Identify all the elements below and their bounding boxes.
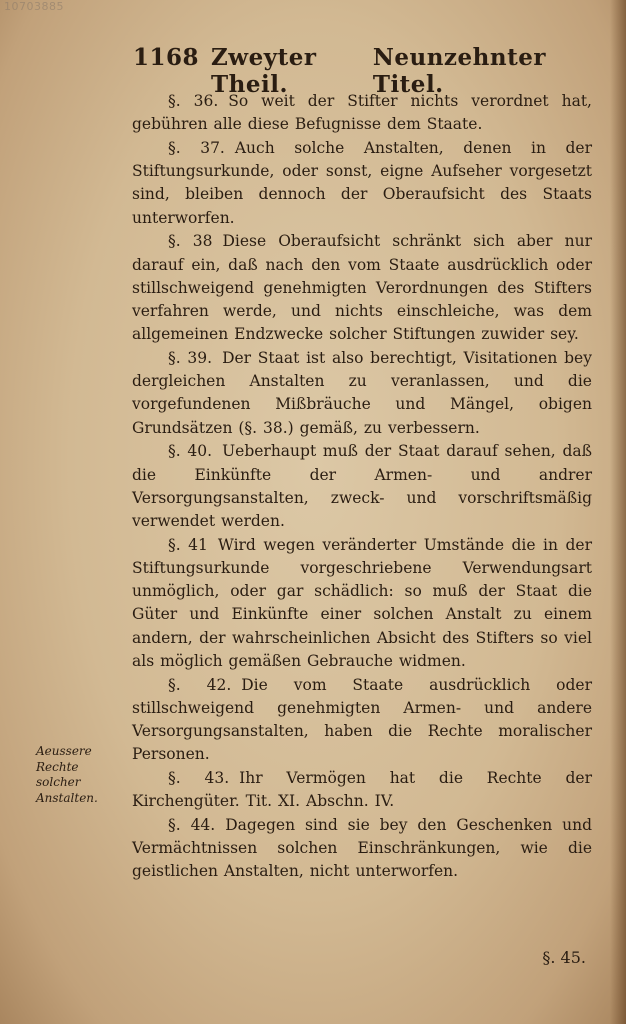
section-number: §. 41: [168, 535, 208, 554]
section-number: §. 38: [168, 232, 213, 251]
section-number: §. 36.: [168, 92, 219, 110]
section-title: Neunzehnter Titel.: [372, 44, 546, 98]
paragraph-37: [132, 137, 592, 230]
paragraph-36: [132, 90, 592, 136]
paragraph-text: Ueberhaupt muß der Staat darauf sehen, daß die Einkünfte der Armen- und andrer Versorgungsanstalten, zweck- und vorschriftsmäßig verwendet werden.: [132, 442, 592, 531]
paragraph-40: [132, 440, 592, 533]
section-number: §. 44.: [168, 816, 216, 835]
paragraph-42: [132, 674, 592, 767]
paragraph-text: Die vom Staate ausdrücklich oder stillschweigend genehmigten Armen- und andere Versorgungsanstalten, haben die Rechte moralischer Personen.: [132, 675, 592, 764]
section-number: §. 43.: [168, 769, 230, 788]
part-title: Zweyter Theil.: [211, 44, 317, 98]
paragraph-text: Auch solche Anstalten, denen in der Stiftungsurkunde, oder sonst, eigne Aufseher vorgesetzt sind, bleiben dennoch der Oberaufsicht des Staats unterworfen.: [132, 139, 592, 227]
section-number: §. 39.: [168, 349, 213, 368]
margin-note: Aeussere Rechte solcher Anstalten.: [36, 744, 98, 805]
body-text: [132, 90, 592, 884]
page-number: 1168: [133, 44, 200, 71]
scan-id: 10703885: [4, 0, 64, 13]
paragraph-41: [132, 534, 592, 673]
paragraph-text: Ihr Vermögen hat die Rechte der Kirchengüter. Tit. XI. Abschn. IV.: [132, 769, 592, 811]
paragraph-39: [132, 347, 592, 440]
section-number: §. 37.: [168, 139, 225, 157]
paragraph-44: [132, 814, 592, 884]
paragraph-text: So weit der Stifter nichts verordnet hat, gebühren alle diese Befugnisse dem Staate.: [132, 92, 592, 134]
paragraph-text: Diese Oberaufsicht schränkt sich aber nur darauf ein, daß nach den vom Staate ausdrücklich oder stillschweigend genehmigten Verordnungen des Stifters verfahren werde, und nichts einschleiche, was dem allgemeinen Endzwecke solcher Stiftungen zuwider sey.: [132, 232, 592, 344]
paragraph-text: Wird wegen veränderter Umstände die in der Stiftungsurkunde vorgeschriebene Verwendungsart unmöglich, oder gar schädlich: so muß der Staat die Güter und Einkünfte einer solchen Anstalt zu einem andern, der wahrscheinlichen Absicht des Stifters so viel als möglich gemäßen Gebrauche widmen.: [132, 535, 592, 670]
section-number: §. 40.: [168, 442, 213, 461]
paragraph-text: Der Staat ist also berechtigt, Visitationen bey dergleichen Anstalten zu veranlassen, und die vorgefundenen Mißbräuche und Mängel, obigen Grundsätzen (§. 38.) gemäß, zu verbessern.: [132, 349, 592, 437]
catchword: §. 45.: [542, 948, 586, 967]
paragraph-43: [132, 767, 592, 813]
paragraph-38: [132, 230, 592, 346]
section-number: §. 42.: [168, 675, 232, 694]
running-header: [133, 44, 563, 98]
paragraph-text: Dagegen sind sie bey den Geschenken und Vermächtnissen solchen Einschränkungen, wie die geistlichen Anstalten, nicht unterworfen.: [132, 816, 592, 881]
